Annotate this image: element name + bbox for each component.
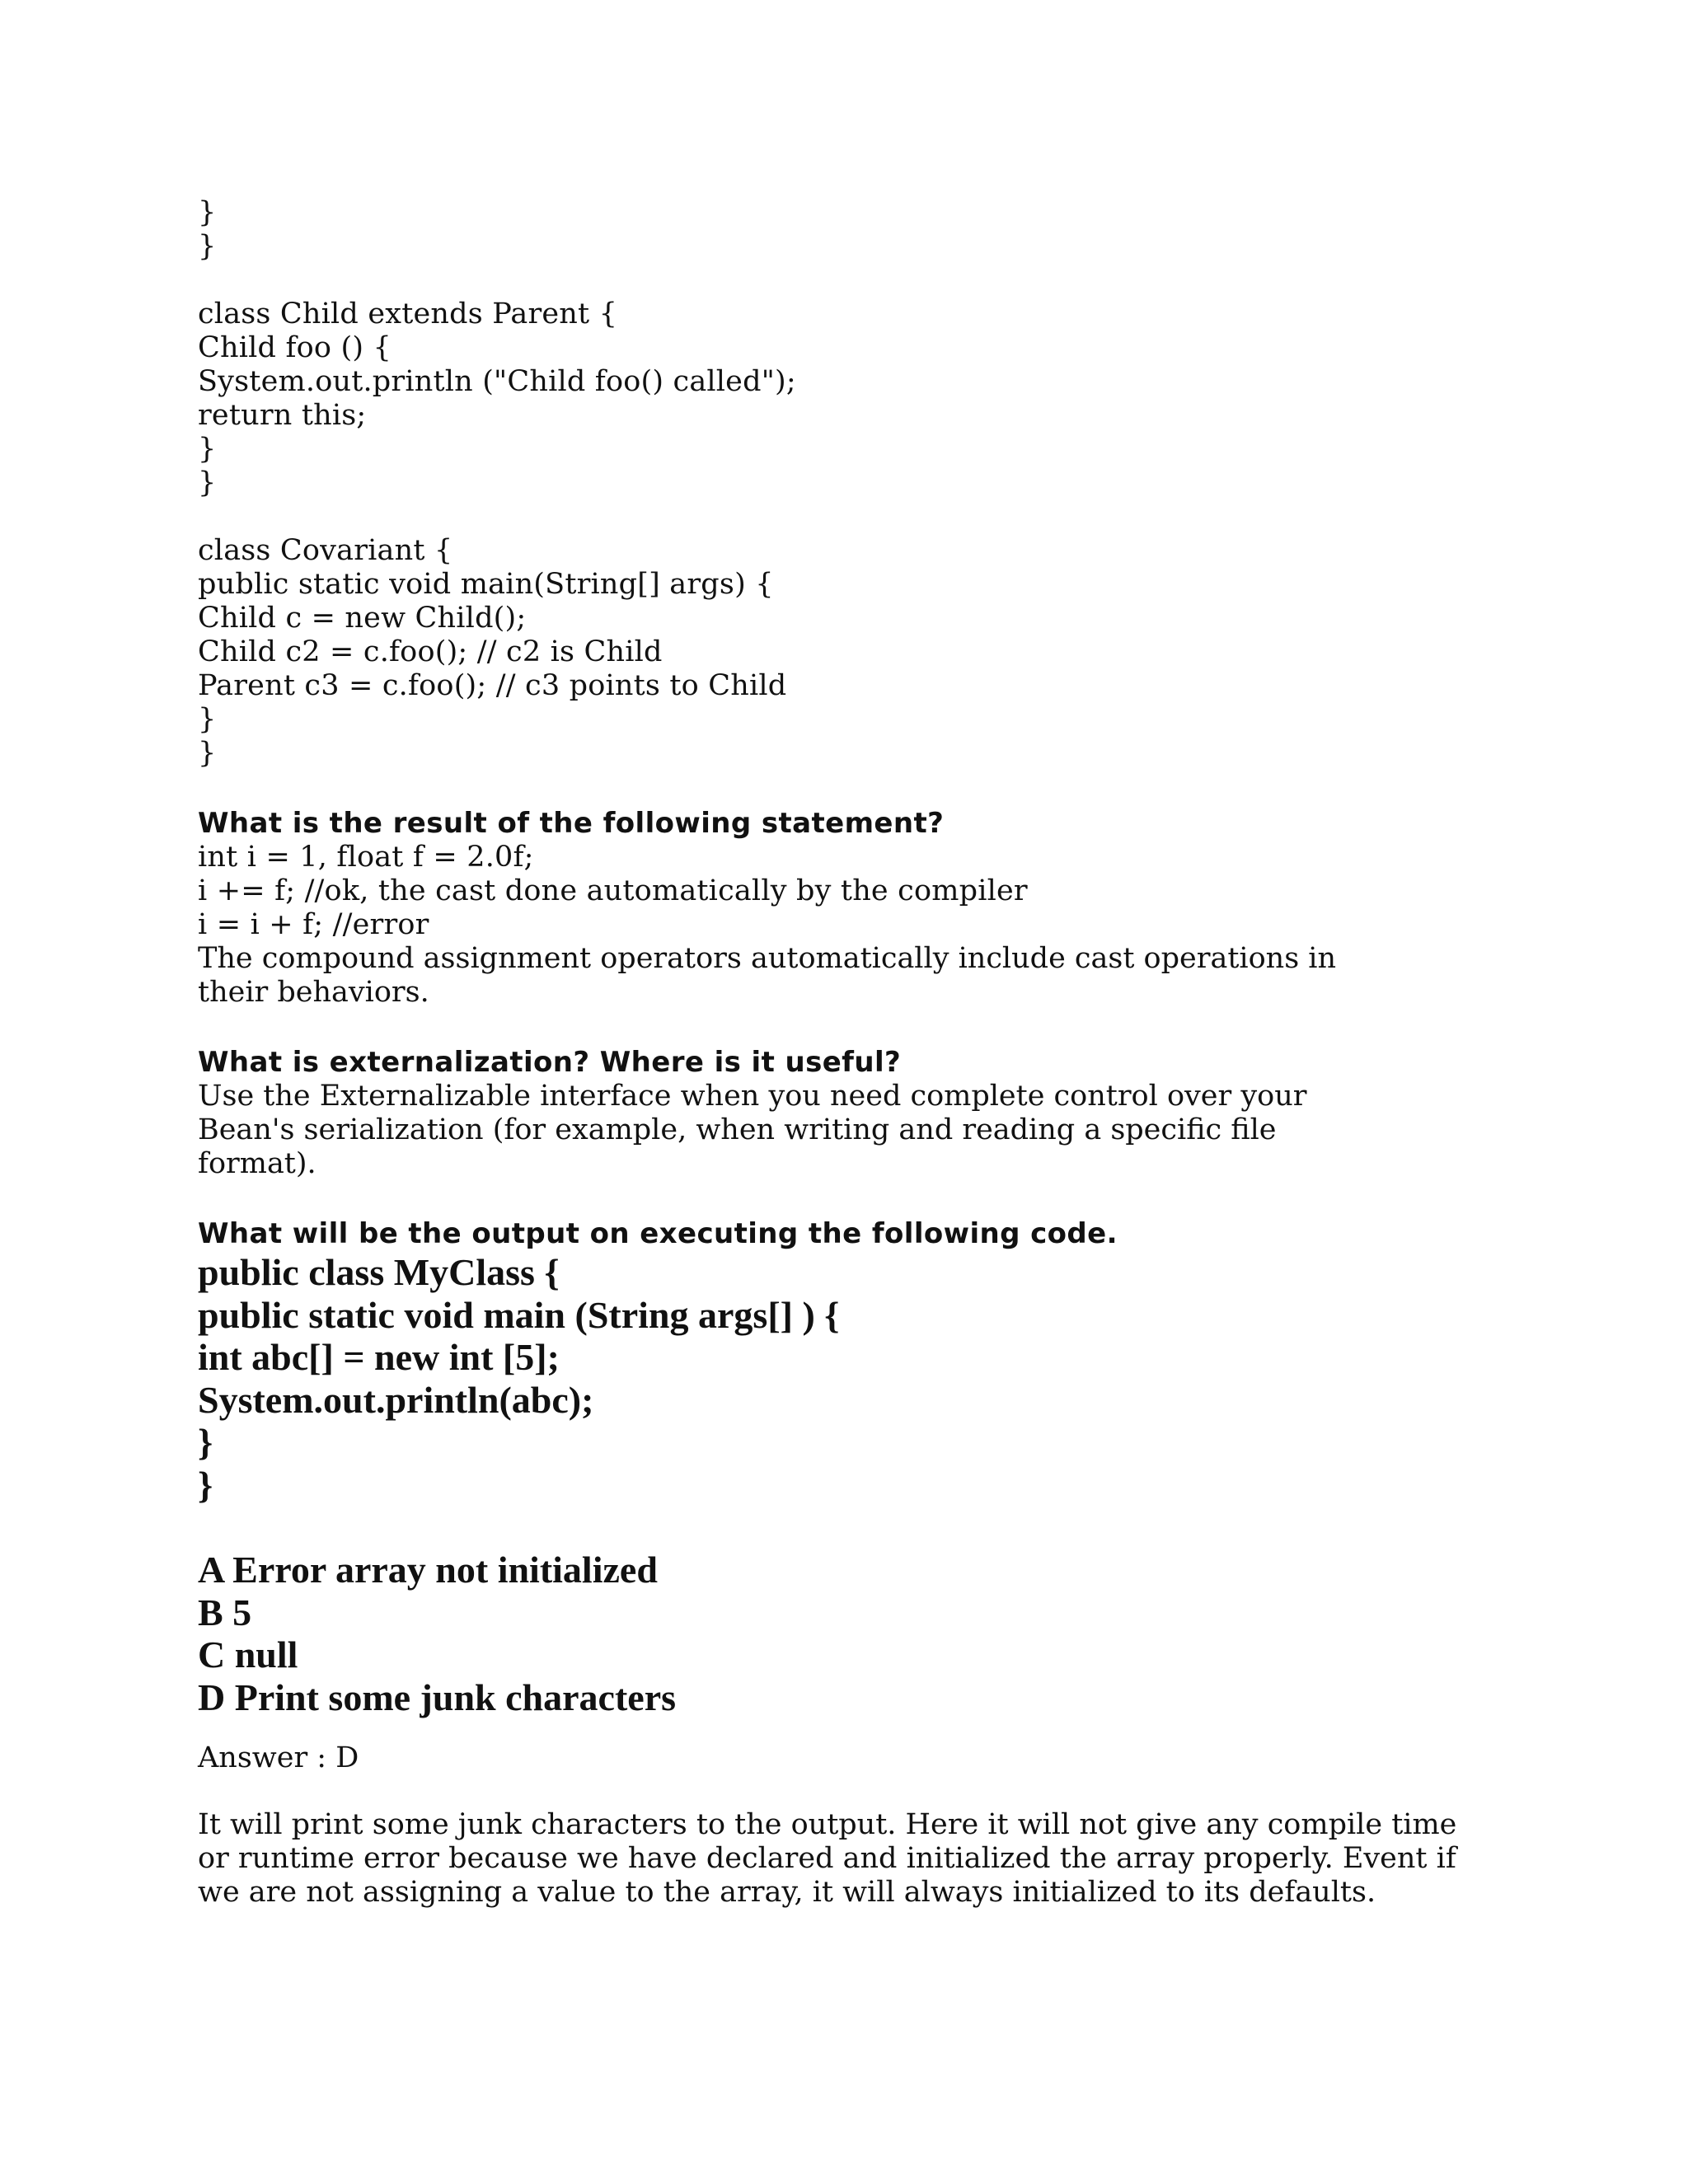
code-line: public class MyClass { bbox=[198, 1251, 560, 1293]
answer-explanation: It will print some junk characters to the output. Here it will not give any compile time or runtime error because we have declared and initialized the array properly. Event if we are not assigning a value to the array, it will always initialized to its defaults. bbox=[198, 1808, 1457, 1909]
question-externalization bbox=[198, 1046, 1484, 1181]
code-line: i = i + f; //error bbox=[198, 908, 429, 941]
code-line: Child foo () { bbox=[198, 331, 392, 364]
code-line: Parent c3 = c.foo(); // c3 points to Child bbox=[198, 669, 787, 702]
code-line: Child c2 = c.foo(); // c2 is Child bbox=[198, 635, 663, 668]
code-line: System.out.println(abc); bbox=[198, 1378, 594, 1421]
question-code bbox=[198, 1251, 1484, 1506]
question-output bbox=[198, 1217, 1484, 1910]
option-d: D Print some junk characters bbox=[198, 1675, 677, 1718]
code-line: return this; bbox=[198, 399, 367, 432]
document-body bbox=[198, 196, 1484, 1910]
code-line: int i = 1, float f = 2.0f; bbox=[198, 841, 534, 874]
option-a: A Error array not initialized bbox=[198, 1549, 658, 1591]
code-line: class Covariant { bbox=[198, 534, 453, 567]
option-b: B 5 bbox=[198, 1591, 252, 1633]
answer-text: Use the Externalizable interface when you need complete control over your Bean's serialization (for example, when writing and reading a specific file format). bbox=[198, 1080, 1307, 1180]
code-line: class Child extends Parent { bbox=[198, 298, 618, 330]
code-line: } bbox=[198, 1421, 213, 1463]
question-compound-assignment bbox=[198, 807, 1484, 1010]
code-line: System.out.println ("Child foo() called"); bbox=[198, 365, 796, 398]
covariant-class-code bbox=[198, 534, 1484, 771]
question-heading: What will be the output on executing the following code. bbox=[198, 1217, 1118, 1250]
code-line: } bbox=[198, 196, 217, 229]
question-heading: What is the result of the following statement? bbox=[198, 807, 945, 840]
child-class-code bbox=[198, 298, 1484, 500]
answer-options bbox=[198, 1549, 1484, 1718]
code-line: } bbox=[198, 1463, 213, 1506]
answer-key: Answer : D bbox=[198, 1741, 359, 1774]
answer-text: The compound assignment operators automatically include cast operations in their behaviors. bbox=[198, 942, 1337, 1009]
code-line: i += f; //ok, the cast done automatically by the compiler bbox=[198, 874, 1028, 907]
code-tail bbox=[198, 196, 1484, 264]
code-line: } bbox=[198, 703, 217, 736]
code-line: public static void main (String args[] ) { bbox=[198, 1293, 840, 1336]
code-line: } bbox=[198, 230, 217, 263]
code-line: } bbox=[198, 433, 217, 466]
code-line: Child c = new Child(); bbox=[198, 602, 527, 635]
code-line: } bbox=[198, 737, 217, 770]
code-line: public static void main(String[] args) { bbox=[198, 568, 774, 601]
option-c: C null bbox=[198, 1633, 298, 1675]
code-line: } bbox=[198, 466, 217, 499]
code-line: int abc[] = new int [5]; bbox=[198, 1336, 560, 1378]
question-heading: What is externalization? Where is it useful? bbox=[198, 1046, 902, 1079]
